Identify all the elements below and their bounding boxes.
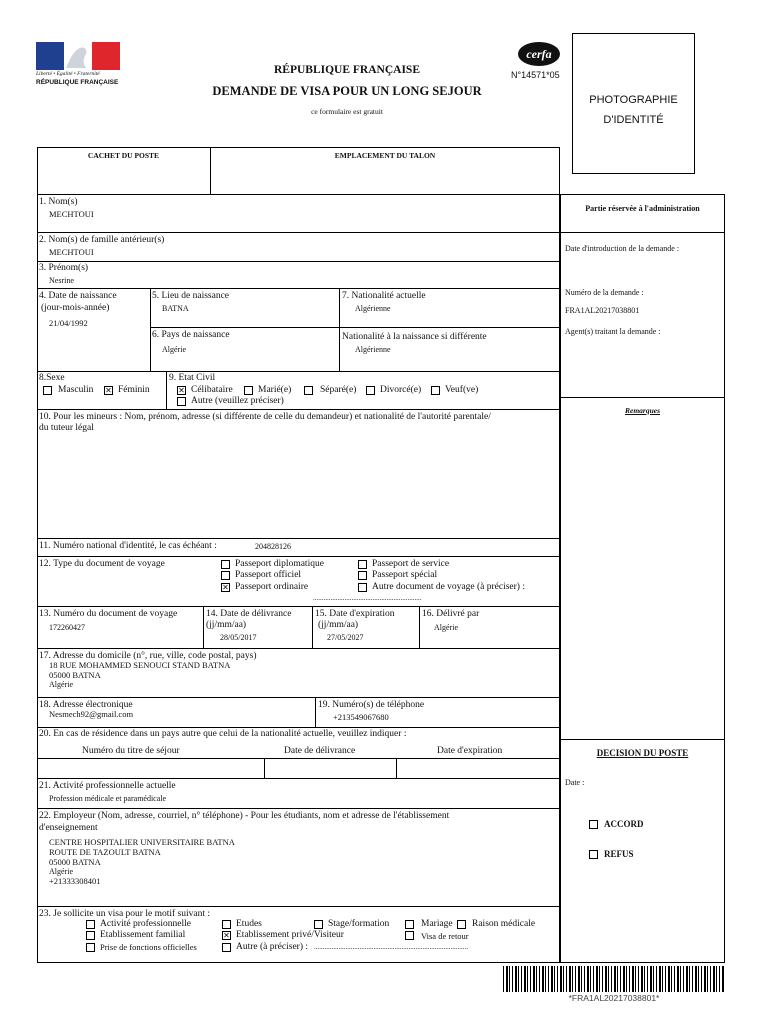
pro-label: Activité professionnelle	[100, 919, 192, 929]
employeur-line-5[interactable]: +21333308401	[49, 876, 101, 886]
autre-motif-dots: ........................................................................................	[314, 943, 468, 951]
celibataire-label: Célibataire	[191, 385, 233, 395]
decision-label: DECISION DU POSTE	[596, 748, 689, 758]
form-title: DEMANDE DE VISA POUR UN LONG SEJOUR	[212, 84, 482, 98]
autre-motif-checkbox[interactable]	[222, 943, 231, 952]
marie-checkbox[interactable]	[244, 386, 253, 395]
activite-value[interactable]: Profession médicale et paramédicale	[49, 794, 167, 803]
mineurs-label: 10. Pour les mineurs : Nom, prénom, adresse (si différente de celle du demandeur) et nationalité de l'autorité parentale/	[39, 412, 491, 422]
autre-doc-checkbox[interactable]	[358, 583, 367, 592]
feminin-label: Féminin	[118, 385, 150, 395]
nom-anterieur-value[interactable]: MECHTOUI	[49, 247, 94, 257]
retour-checkbox[interactable]	[405, 931, 414, 940]
telephone-label: 19. Numéro(s) de téléphone	[318, 700, 425, 710]
medicale-label: Raison médicale	[472, 919, 536, 929]
free-note: ce formulaire est gratuit	[311, 107, 383, 116]
talon-label: EMPLACEMENT DU TALON	[334, 151, 436, 160]
adresse-line-2[interactable]: 05000 BATNA	[49, 670, 101, 680]
photo-label-1: PHOTOGRAPHIE	[589, 94, 678, 106]
photo-label-2: D'IDENTITÉ	[603, 114, 664, 126]
activite-label: 21. Activité professionnelle actuelle	[39, 781, 176, 791]
telephone-value[interactable]: +213549067680	[333, 712, 389, 722]
pays-label: 6. Pays de naissance	[152, 330, 230, 340]
employeur-label-2: d'enseignement	[39, 823, 98, 833]
feminin-checkbox[interactable]: ✕	[105, 386, 112, 395]
ordinaire-label: Passeport ordinaire	[235, 582, 309, 592]
retour-label: Visa de retour	[421, 931, 469, 941]
adresse-line-3[interactable]: Algérie	[49, 680, 73, 689]
mineurs-label-2: du tuteur légal	[39, 423, 94, 433]
flag-icon	[36, 42, 120, 70]
masculin-checkbox[interactable]	[43, 386, 52, 395]
nationalite-value[interactable]: Algérienne	[355, 304, 391, 313]
autre-etat-label: Autre (veuillez préciser)	[191, 396, 284, 406]
fonctions-label: Prise de fonctions officielles	[100, 942, 197, 952]
expiration-value[interactable]: 27/05/2027	[327, 633, 364, 642]
separe-checkbox[interactable]	[304, 386, 313, 395]
remarques-label: Remarques	[624, 406, 660, 415]
email-value[interactable]: Nesmech92@gmail.com	[49, 709, 134, 719]
employeur-line-3[interactable]: 05000 BATNA	[49, 857, 101, 867]
nationalite-naissance-label: Nationalité à la naissance si différente	[342, 332, 487, 342]
employeur-line-2[interactable]: ROUTE DE TAZOULT BATNA	[49, 847, 161, 857]
special-label: Passeport spécial	[372, 570, 438, 580]
refus-label: REFUS	[604, 849, 634, 859]
officiel-label: Passeport officiel	[235, 570, 302, 580]
admin-num-label: Numéro de la demande :	[565, 288, 644, 297]
nationalite-naissance-value[interactable]: Algérienne	[355, 345, 391, 354]
admin-num-value: FRA1AL20217038801	[565, 306, 640, 315]
nom-value[interactable]: MECHTOUI	[49, 209, 94, 219]
pro-checkbox[interactable]	[86, 920, 95, 929]
num-doc-label: 13. Numéro du document de voyage	[39, 609, 178, 619]
etat-civil-label: 9. Etat Civil	[169, 373, 216, 383]
ordinaire-checkbox[interactable]: ✕	[222, 583, 229, 592]
lieu-value[interactable]: BATNA	[162, 304, 189, 313]
divorce-label: Divorcé(e)	[380, 385, 422, 395]
nom-anterieur-label: 2. Nom(s) de famille antérieur(s)	[39, 235, 165, 245]
fonctions-checkbox[interactable]	[86, 943, 95, 952]
delivrance-value[interactable]: 28/05/2017	[220, 633, 257, 642]
accord-label: ACCORD	[604, 819, 644, 829]
familial-label: Etablissement familial	[100, 930, 186, 940]
barcode-text: *FRA1AL20217038801*	[568, 993, 660, 1003]
expiration-sub: (jj/mm/aa)	[318, 620, 359, 630]
decision-date: Date :	[565, 778, 585, 787]
delivrance-label: 14. Date de délivrance	[206, 609, 292, 619]
employeur-line-4[interactable]: Algérie	[49, 867, 73, 876]
logo-republic: RÉPUBLIQUE FRANÇAISE	[36, 79, 119, 86]
employeur-label: 22. Employeur (Nom, adresse, courriel, n° téléphone) - Pour les étudiants, nom et adresse de l'établissement	[39, 811, 450, 821]
veuf-checkbox[interactable]	[431, 386, 440, 395]
cerfa-number: N°14571*05	[511, 70, 560, 80]
marie-label: Marié(e)	[258, 385, 292, 395]
prenom-label: 3. Prénom(s)	[39, 263, 89, 273]
separe-label: Séparé(e)	[320, 385, 357, 395]
admin-title: Partie réservée à l'administration	[585, 204, 700, 213]
mariage-checkbox[interactable]	[405, 920, 414, 929]
mariage-label: Mariage	[421, 919, 453, 929]
masculin-label: Masculin	[58, 385, 94, 395]
diplomatique-label: Passeport diplomatique	[235, 559, 324, 569]
motif-label: 23. Je sollicite un visa pour le motif suivant :	[39, 909, 210, 919]
nom-label: 1. Nom(s)	[39, 197, 78, 207]
veuf-label: Veuf(ve)	[445, 385, 479, 395]
special-checkbox[interactable]	[358, 571, 367, 580]
cerfa-logo-text: cerfa	[526, 47, 552, 61]
delivrance-sub: (jj/mm/aa)	[206, 620, 247, 630]
medicale-checkbox[interactable]	[457, 920, 466, 929]
service-label: Passeport de service	[372, 559, 450, 569]
autre-etat-checkbox[interactable]	[177, 397, 186, 406]
employeur-line-1[interactable]: CENTRE HOSPITALIER UNIVERSITAIRE BATNA	[49, 837, 235, 847]
lieu-label: 5. Lieu de naissance	[152, 291, 230, 301]
admin-agents: Agent(s) traitant la demande :	[565, 327, 661, 336]
delivre-par-label: 16. Délivré par	[422, 609, 480, 619]
nationalite-label: 7. Nationalité actuelle	[342, 291, 426, 301]
delivre-par-value[interactable]: Algérie	[434, 623, 458, 632]
prive-checkbox[interactable]: ✕	[223, 931, 230, 940]
nni-label: 11. Numéro national d'identité, le cas échéant :	[39, 541, 217, 551]
service-checkbox[interactable]	[358, 560, 367, 569]
sexe-label: 8.Sexe	[39, 373, 65, 383]
divorce-checkbox[interactable]	[366, 386, 375, 395]
marianne-logo	[36, 42, 120, 92]
etudes-label: Etudes	[236, 919, 262, 929]
pays-value[interactable]: Algérie	[162, 345, 186, 354]
residence-col-1: Numéro du titre de séjour	[82, 746, 180, 756]
prenom-value[interactable]: Nesrine	[49, 276, 74, 285]
photo-box	[572, 33, 695, 174]
residence-label: 20. En cas de résidence dans un pays autre que celui de la nationalité actuelle, veuillez indiquer :	[39, 729, 407, 739]
naissance-sub: (jour-mois-année)	[41, 303, 110, 313]
expiration-label: 15. Date d'expiration	[315, 609, 395, 619]
autre-doc-dots: ..............................................................	[313, 594, 422, 602]
logo-motto: Liberté • Égalité • Fraternité	[36, 71, 100, 77]
autre-motif-label: Autre (à préciser) :	[236, 942, 309, 952]
officiel-checkbox[interactable]	[221, 571, 230, 580]
naissance-label: 4. Date de naissance	[39, 291, 117, 301]
stage-label: Stage/formation	[328, 919, 390, 929]
adresse-line-1[interactable]: 18 RUE MOHAMMED SENOUCI STAND BATNA	[49, 660, 231, 670]
celibataire-checkbox[interactable]: ✕	[178, 386, 185, 395]
diplomatique-checkbox[interactable]	[221, 560, 230, 569]
residence-col-2: Date de délivrance	[284, 746, 356, 756]
prive-label: Etablissement privé/Visiteur	[236, 930, 344, 940]
cerfa-logo	[518, 42, 560, 66]
adresse-label: 17. Adresse du domicile (n°, rue, ville, code postal, pays)	[39, 651, 257, 661]
republic-heading: RÉPUBLIQUE FRANÇAISE	[273, 64, 420, 76]
barcode	[503, 966, 725, 992]
accord-checkbox[interactable]	[589, 820, 598, 829]
type-doc-label: 12. Type du document de voyage	[39, 559, 165, 569]
refus-checkbox[interactable]	[589, 850, 598, 859]
email-label: 18. Adresse électronique	[39, 700, 133, 710]
familial-checkbox[interactable]	[86, 931, 95, 940]
residence-col-3: Date d'expiration	[437, 746, 503, 756]
nni-value[interactable]: 204828126	[255, 542, 291, 551]
etudes-checkbox[interactable]	[222, 920, 231, 929]
autre-doc-label: Autre document de voyage (à préciser) :	[372, 582, 525, 592]
num-doc-value[interactable]: 172260427	[49, 623, 85, 632]
naissance-value[interactable]: 21/04/1992	[49, 318, 88, 328]
admin-date-intro: Date d'introduction de la demande :	[565, 244, 680, 253]
stage-checkbox[interactable]	[314, 920, 323, 929]
cachet-label: CACHET DU POSTE	[87, 151, 160, 160]
